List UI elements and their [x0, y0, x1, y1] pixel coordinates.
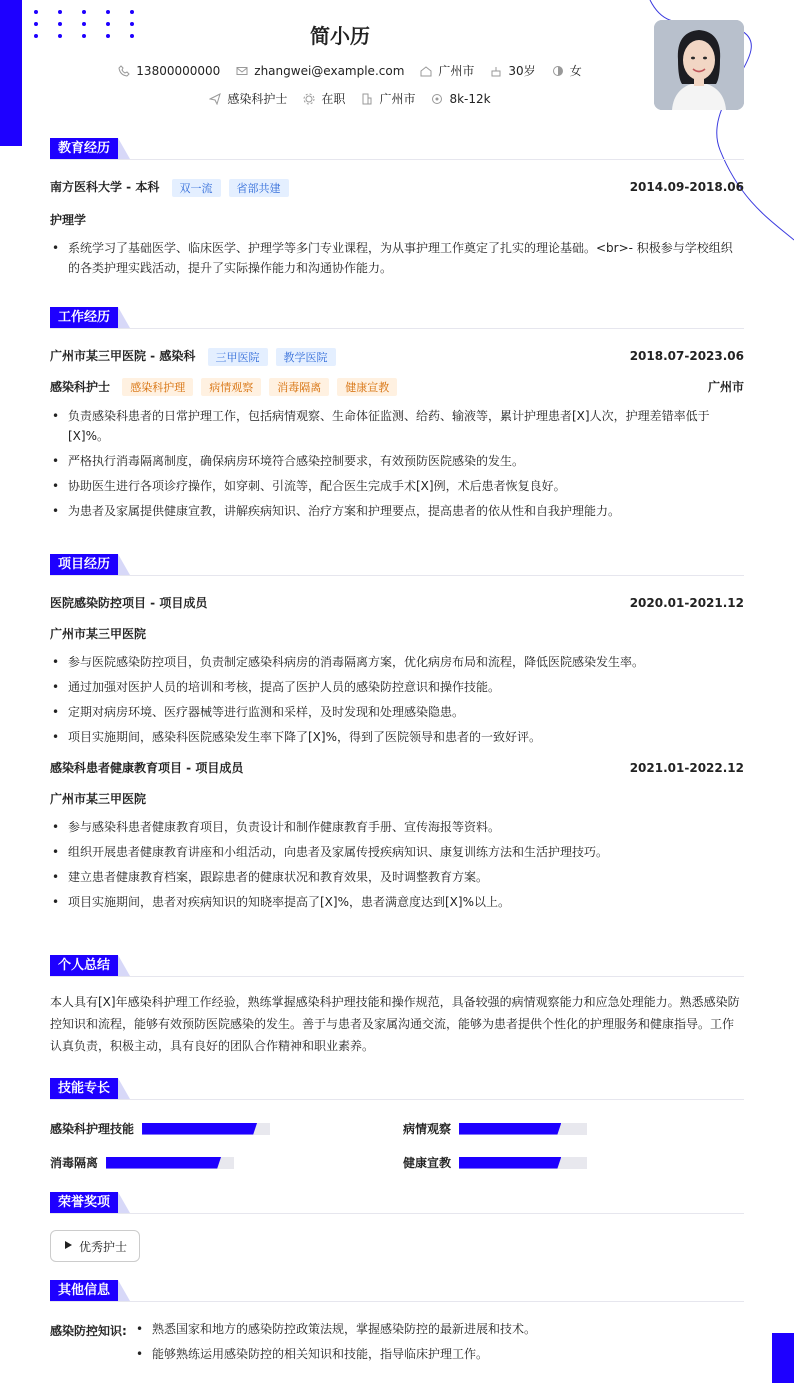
skill-bar [142, 1123, 270, 1135]
education-date: 2014.09-2018.06 [629, 180, 744, 195]
contact-info-row [110, 62, 590, 79]
send-icon [209, 93, 221, 105]
tag: 病情观察 [201, 378, 261, 396]
list-item: • 严格执行消毒隔离制度，确保病房环境符合感染控制要求，有效预防医院感染的发生。 [50, 451, 744, 471]
skill-item: 病情观察 [403, 1120, 587, 1137]
list-item: • 负责感染科患者的日常护理工作，包括病情观察、生命体征监测、给药、输液等，累计护理患者[X]人次，护理差错率低于[X]%。 [50, 406, 744, 446]
email-info: zhangwei@example.com [236, 62, 404, 79]
company-name: 广州市某三甲医院 - 感染科 [50, 349, 196, 363]
list-item: • 建立患者健康教育档案，跟踪患者的健康状况和教育效果，及时调整教育方案。 [50, 867, 744, 887]
education-bullets [50, 238, 744, 278]
skill-item: 消毒隔离 [50, 1154, 234, 1171]
summary-section [50, 955, 744, 1057]
project-org: 广州市某三甲医院 [50, 792, 147, 806]
project-header [50, 759, 744, 776]
list-item: • 参与医院感染防控项目，负责制定感染科病房的消毒隔离方案，优化病房布局和流程，降低医院感染发生率。 [50, 652, 744, 672]
skill-bar [459, 1157, 587, 1169]
section-title: 荣誉奖项 [50, 1192, 118, 1213]
major: 护理学 [50, 212, 87, 227]
tag: 教学医院 [276, 348, 336, 366]
other-section [50, 1280, 744, 1302]
project-org: 广州市某三甲医院 [50, 627, 147, 641]
project-bullets [50, 817, 744, 912]
projects-section [50, 554, 744, 917]
section-title: 项目经历 [50, 554, 118, 575]
tag: 消毒隔离 [269, 378, 329, 396]
list-item: • 系统学习了基础医学、临床医学、护理学等多门专业课程，为从事护理工作奠定了扎实的理论基础。<br>- 积极参与学校组织的各类护理实践活动，提升了实际操作能力和沟通协作能力。 [50, 238, 744, 278]
phone-info: 13800000000 [118, 62, 220, 79]
section-title: 工作经历 [50, 307, 118, 328]
home-icon [420, 65, 432, 77]
phone-icon [118, 65, 130, 77]
tag: 双一流 [172, 179, 221, 197]
other-label: 感染防控知识: [50, 1324, 127, 1338]
list-item: • 能够熟练运用感染防控的相关知识和技能，指导临床护理工作。 [134, 1344, 754, 1364]
age-info: 30岁 [490, 62, 535, 79]
building-icon [361, 93, 373, 105]
coin-icon [431, 93, 443, 105]
skill-bar [459, 1123, 587, 1135]
tag: 感染科护理 [122, 378, 193, 396]
list-item: • 组织开展患者健康教育讲座和小组活动，向患者及家属传授疾病知识、康复训练方法和生活护理技巧。 [50, 842, 744, 862]
skill-item: 感染科护理技能 [50, 1120, 270, 1137]
work-role [50, 378, 744, 397]
salary-info: 8k-12k [431, 90, 490, 107]
gender-info: 女 [552, 62, 582, 79]
cake-icon [490, 65, 502, 77]
section-title: 技能专长 [50, 1078, 118, 1099]
mail-icon [236, 65, 248, 77]
work-bullets [50, 406, 744, 521]
section-title: 教育经历 [50, 138, 118, 159]
project-bullets [50, 652, 744, 747]
education-header [50, 178, 744, 197]
work-header [50, 347, 744, 366]
work-date: 2018.07-2023.06 [629, 349, 744, 364]
award-item[interactable]: 优秀护士 [50, 1230, 140, 1262]
education-section [50, 138, 744, 283]
section-title: 其他信息 [50, 1280, 118, 1301]
skill-item: 健康宣教 [403, 1154, 587, 1171]
section-title: 个人总结 [50, 955, 118, 976]
list-item: • 项目实施期间，患者对疾病知识的知晓率提高了[X]%，患者满意度达到[X]%以上。 [50, 892, 744, 912]
other-bullets [134, 1319, 754, 1369]
gender-icon [552, 65, 564, 77]
tag: 健康宣教 [337, 378, 397, 396]
play-icon [63, 1239, 73, 1253]
list-item: • 为患者及家属提供健康宣教，讲解疾病知识、治疗方案和护理要点，提高患者的依从性和自我护理能力。 [50, 501, 744, 521]
candidate-name: 简小历 [310, 24, 370, 48]
list-item: • 定期对病房环境、医疗器械等进行监测和采样，及时发现和处理感染隐患。 [50, 702, 744, 722]
school-name: 南方医科大学 - 本科 [50, 180, 160, 194]
skill-bar [106, 1157, 234, 1169]
list-item: • 参与感染科患者健康教育项目，负责设计和制作健康教育手册、宣传海报等资料。 [50, 817, 744, 837]
gear-icon [303, 93, 315, 105]
job-intent-row [110, 90, 590, 107]
city-info: 广州市 [420, 62, 474, 79]
resume-header [0, 0, 794, 140]
list-item: • 项目实施期间，感染科医院感染发生率下降了[X]%，得到了医院领导和患者的一致好评。 [50, 727, 744, 747]
role-name: 感染科护士 [50, 379, 111, 394]
accent-bar-right [772, 1333, 794, 1383]
project-header [50, 594, 744, 611]
project-name: 感染科患者健康教育项目 - 项目成员 [50, 761, 244, 775]
status-info: 在职 [303, 90, 345, 107]
awards-section [50, 1192, 744, 1214]
tag: 三甲医院 [208, 348, 268, 366]
skills-section [50, 1078, 744, 1100]
summary-text: 本人具有[X]年感染科护理工作经验，熟练掌握感染科护理技能和操作规范，具备较强的病情观察能力和应急处理能力。熟悉感染防控知识和流程，能够有效预防医院感染的发生。善于与患者及家属沟通交流，能够为患者提供个性化的护理服务和健康指导。工作认真负责，积极主动，具有良好的团队合作精神和职业素养。 [50, 995, 740, 1053]
list-item: • 协助医生进行各项诊疗操作，如穿刺、引流等，配合医生完成手术[X]例，术后患者恢复良好。 [50, 476, 744, 496]
project-date: 2020.01-2021.12 [629, 595, 744, 610]
profile-photo [654, 20, 744, 110]
target-city-info: 广州市 [361, 90, 415, 107]
project-date: 2021.01-2022.12 [629, 760, 744, 775]
work-section [50, 307, 744, 526]
list-item: • 通过加强对医护人员的培训和考核，提高了医护人员的感染防控意识和操作技能。 [50, 677, 744, 697]
project-name: 医院感染防控项目 - 项目成员 [50, 596, 208, 610]
list-item: • 熟悉国家和地方的感染防控政策法规，掌握感染防控的最新进展和技术。 [134, 1319, 754, 1339]
work-location: 广州市 [707, 380, 744, 395]
tag: 省部共建 [229, 179, 289, 197]
position-info: 感染科护士 [209, 90, 287, 107]
